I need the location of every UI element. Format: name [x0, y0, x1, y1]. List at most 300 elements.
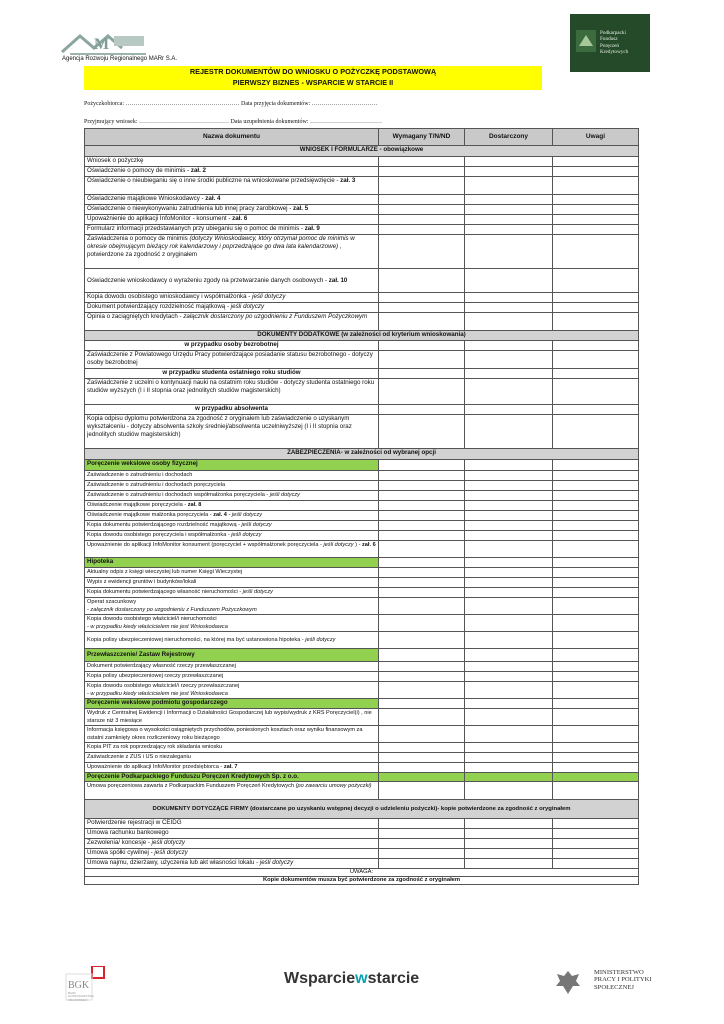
subsection-title: w przypadku studenta ostatniego roku studiów	[85, 369, 379, 379]
notes-cell[interactable]	[553, 598, 639, 615]
required-cell[interactable]	[379, 699, 465, 709]
notes-cell[interactable]	[553, 672, 639, 682]
delivered-cell[interactable]	[465, 215, 553, 225]
required-cell[interactable]	[379, 709, 465, 726]
table-row	[85, 753, 639, 763]
doc-note: - jeśli dotyczy	[226, 512, 263, 518]
required-cell[interactable]	[379, 379, 465, 405]
doc-text: Opinia o zaciągniętych kredytach -	[87, 313, 184, 320]
required-cell[interactable]	[379, 481, 465, 491]
required-cell[interactable]	[379, 632, 465, 649]
required-cell[interactable]	[379, 293, 465, 303]
table-row	[85, 481, 639, 491]
notes-cell[interactable]	[553, 481, 639, 491]
doc-text: Oświadczenie wnioskodawcy o wyrażeniu zgody na przetwarzanie danych osobowych -	[87, 276, 329, 284]
notes-cell[interactable]	[553, 157, 639, 167]
subsection-row	[85, 341, 639, 351]
title-banner	[84, 66, 542, 90]
doc-name	[85, 491, 379, 501]
required-cell[interactable]	[379, 521, 465, 531]
required-cell[interactable]	[379, 369, 465, 379]
doc-note: jeśli dotyczy	[252, 293, 286, 300]
col-header-notes: Uwagi	[553, 129, 639, 146]
attachment-ref: zał. 3	[340, 177, 356, 184]
notes-cell[interactable]	[553, 225, 639, 235]
required-cell[interactable]	[379, 460, 465, 471]
required-cell[interactable]	[379, 763, 465, 773]
table-row	[85, 269, 639, 293]
notes-cell[interactable]	[553, 763, 639, 773]
doc-name: Umowa rachunku bankowego	[85, 829, 379, 839]
attachment-ref: zał. 5	[293, 205, 309, 212]
table-row	[85, 531, 639, 541]
notes-cell[interactable]	[553, 541, 639, 558]
doc-name	[85, 682, 379, 699]
document-register-table	[84, 128, 639, 885]
delivered-cell[interactable]	[465, 235, 553, 269]
doc-name: Zaświadczenie o zatrudnieniu i dochodach poręczyciela	[85, 481, 379, 491]
delivered-cell[interactable]	[465, 225, 553, 235]
doc-name: Wydruk z Centralnej Ewidencji i Informacji o Działalności Gospodarczej lub wypis/wydruk z KRS Poręczyciel(i) , nie starsze niż 3 miesiące	[85, 709, 379, 726]
notes-cell[interactable]	[553, 782, 639, 800]
doc-name	[85, 195, 379, 205]
logo-word: Wsparcie	[284, 970, 356, 987]
doc-text: Kopia polisy ubezpieczeniowej nieruchomości, na której ma być ustanowiona hipoteka -	[87, 637, 306, 643]
doc-name	[85, 293, 379, 303]
doc-name: Wypis z ewidencji gruntów i budynków/lokali	[85, 578, 379, 588]
fund-logo	[570, 14, 650, 72]
attachment-ref: zał. 6	[232, 215, 248, 222]
doc-name	[85, 313, 379, 331]
col-header-required: Wymagany T/N/ND	[379, 129, 465, 146]
doc-name	[85, 303, 379, 313]
group-row	[85, 699, 639, 709]
doc-note: jeśli dotyczy	[154, 849, 188, 856]
notes-cell[interactable]	[553, 558, 639, 568]
wsparcie-w-starcie-logo	[284, 970, 419, 988]
doc-note: - w przypadku kiedy właścicielem nie jest Wnioskodawca	[87, 691, 228, 697]
attachment-ref: zał. 4	[213, 512, 227, 518]
delivered-cell[interactable]	[465, 157, 553, 167]
fund-logo-line: Podkarpacki	[600, 30, 626, 36]
notes-cell[interactable]	[553, 235, 639, 269]
notes-cell[interactable]	[553, 632, 639, 649]
doc-text: Upoważnienie do aplikacji InfoMonitor przedsiębiorca -	[87, 764, 224, 770]
note-label: UWAGA:	[85, 869, 639, 877]
delivered-cell[interactable]	[465, 753, 553, 763]
col-header-name: Nazwa dokumentu	[85, 129, 379, 146]
notes-cell[interactable]	[553, 215, 639, 225]
required-cell[interactable]	[379, 726, 465, 743]
required-cell[interactable]	[379, 351, 465, 369]
delivered-cell[interactable]	[465, 743, 553, 753]
agency-name: Agencja Rozwoju Regionalnego MARr S.A.	[62, 56, 178, 62]
required-cell[interactable]	[379, 773, 465, 782]
delivered-cell[interactable]	[465, 672, 553, 682]
delivered-cell[interactable]	[465, 313, 553, 331]
logo-word: w	[355, 970, 368, 987]
section-title: DOKUMENTY DODATKOWE (w zależności od kryterium wnioskowania)	[85, 331, 639, 341]
table-row	[85, 672, 639, 682]
notes-cell[interactable]	[553, 303, 639, 313]
delivered-cell[interactable]	[465, 782, 553, 800]
delivered-cell[interactable]	[465, 521, 553, 531]
delivered-cell[interactable]	[465, 501, 553, 511]
doc-name	[85, 859, 379, 869]
note-row	[85, 877, 639, 885]
doc-note: jeśli dotyczy	[230, 303, 265, 310]
doc-text: Kopia dowodu osobistego wnioskodawcy i współmałżonka -	[87, 293, 253, 300]
required-cell[interactable]	[379, 471, 465, 481]
notes-cell[interactable]	[553, 588, 639, 598]
doc-name	[85, 541, 379, 558]
notes-cell[interactable]	[553, 405, 639, 415]
table-row	[85, 682, 639, 699]
delivered-cell[interactable]	[465, 177, 553, 195]
doc-note: - załącznik dostarczony po uzgodnieniu z Funduszem Pożyczkowym	[87, 607, 257, 613]
required-cell[interactable]	[379, 269, 465, 293]
doc-note: (dotyczy Wnioskodawcy, który otrzymał pomoc de minimis w okresie obejmującym bieżący rok kalendarzowy i poprzedzające go dwa lata kalendarzowe)	[87, 235, 355, 250]
doc-name: Aktualny odpis z księgi wieczystej lub numer Księgi Wieczystej	[85, 568, 379, 578]
notes-cell[interactable]	[553, 501, 639, 511]
required-cell[interactable]	[379, 303, 465, 313]
fund-logo-line: Kredytowych	[600, 49, 629, 56]
notes-cell[interactable]	[553, 313, 639, 331]
delivered-cell[interactable]	[465, 588, 553, 598]
required-cell[interactable]	[379, 501, 465, 511]
subsection-title: w przypadku osoby bezrobotnej	[85, 341, 379, 351]
required-cell[interactable]	[379, 215, 465, 225]
table-row	[85, 568, 639, 578]
notes-cell[interactable]	[553, 662, 639, 672]
table-row	[85, 235, 639, 269]
delivered-cell[interactable]	[465, 167, 553, 177]
notes-cell[interactable]	[553, 205, 639, 215]
notes-cell[interactable]	[553, 415, 639, 449]
doc-name	[85, 235, 379, 269]
required-cell[interactable]	[379, 849, 465, 859]
ministry-line: PRACY I POLITYKI	[594, 976, 652, 984]
delivered-cell[interactable]	[465, 511, 553, 521]
delivered-cell[interactable]	[465, 699, 553, 709]
notes-cell[interactable]	[553, 293, 639, 303]
required-cell[interactable]	[379, 859, 465, 869]
table-row	[85, 782, 639, 800]
required-cell[interactable]	[379, 177, 465, 195]
required-cell[interactable]	[379, 313, 465, 331]
notes-cell[interactable]	[553, 511, 639, 521]
doc-name: Kopia PIT za rok poprzedzający rok składania wniosku	[85, 743, 379, 753]
delivered-cell[interactable]	[465, 773, 553, 782]
eagle-emblem-icon	[554, 968, 582, 996]
group-title: Przewłaszczenie/ Zastaw Rejestrowy	[85, 649, 379, 662]
notes-cell[interactable]	[553, 269, 639, 293]
required-cell[interactable]	[379, 205, 465, 215]
table-row	[85, 829, 639, 839]
notes-cell[interactable]	[553, 726, 639, 743]
delivered-cell[interactable]	[465, 471, 553, 481]
delivered-cell[interactable]	[465, 859, 553, 869]
table-row	[85, 578, 639, 588]
doc-name: Potwierdzenie rejestracji w CEIDG	[85, 819, 379, 829]
table-row	[85, 819, 639, 829]
delivered-cell[interactable]	[465, 405, 553, 415]
doc-text: ) -	[353, 542, 362, 548]
doc-note: - w przypadku kiedy właścicielem nie jest Wnioskodawca	[87, 624, 228, 630]
doc-text: Operat szacunkowy	[87, 599, 137, 605]
notes-cell[interactable]	[553, 471, 639, 481]
notes-cell[interactable]	[553, 379, 639, 405]
table-row	[85, 588, 639, 598]
table-row	[85, 225, 639, 235]
table-row	[85, 215, 639, 225]
section-row	[85, 449, 639, 460]
doc-text: Umowa poręczeniowa zawarta z Podkarpackim Funduszem Poręczeń Kredytowych	[87, 783, 296, 789]
delivered-cell[interactable]	[465, 578, 553, 588]
delivered-cell[interactable]	[465, 615, 553, 632]
doc-name	[85, 632, 379, 649]
bgk-subtext: BANK GOSPODARSTWA KRAJOWEGO	[68, 991, 94, 1002]
notes-cell[interactable]	[553, 615, 639, 632]
doc-name: Kopia odpisu dyplomu potwierdzona za zgodność z oryginałem lub zaświadczenie o uzyskanym wykształceniu - dotyczy absolwenta szkoły średniej/absolwenta uczelniwyższej (I i II stopnia oraz jednolitych studiów magisterskich)	[85, 415, 379, 449]
delivered-cell[interactable]	[465, 726, 553, 743]
delivered-cell[interactable]	[465, 195, 553, 205]
note-text: Kopie dokumentów musza być potwierdzone za zgodność z oryginałem	[85, 877, 639, 885]
notes-cell[interactable]	[553, 849, 639, 859]
page-subtitle: PIERWSZY BIZNES - WSPARCIE W STARCIE II	[232, 78, 394, 87]
doc-note: jeśli dotyczy	[151, 839, 186, 846]
notes-cell[interactable]	[553, 341, 639, 351]
doc-text: Formularz informacji przedstawianych przy ubieganiu się o pomoc de minimis -	[87, 225, 305, 232]
table-row	[85, 157, 639, 167]
bgk-text: BGK	[68, 980, 90, 991]
required-cell[interactable]	[379, 819, 465, 829]
delivered-cell[interactable]	[465, 303, 553, 313]
notes-cell[interactable]	[553, 351, 639, 369]
attachment-ref: zał. 9	[304, 225, 320, 232]
delivered-cell[interactable]	[465, 205, 553, 215]
notes-cell[interactable]	[553, 699, 639, 709]
notes-cell[interactable]	[553, 167, 639, 177]
group-title: Poręczenie wekslowe osoby fizycznej	[85, 460, 379, 471]
subsection-row	[85, 405, 639, 415]
required-cell[interactable]	[379, 672, 465, 682]
doc-name	[85, 269, 379, 293]
notes-cell[interactable]	[553, 743, 639, 753]
notes-cell[interactable]	[553, 195, 639, 205]
notes-cell[interactable]	[553, 682, 639, 699]
delivered-cell[interactable]	[465, 819, 553, 829]
notes-cell[interactable]	[553, 819, 639, 829]
required-cell[interactable]	[379, 682, 465, 699]
delivered-cell[interactable]	[465, 541, 553, 558]
required-cell[interactable]	[379, 743, 465, 753]
doc-name: Zaświadczenie z Powiatowego Urzędu Pracy potwierdzające posiadanie statusu bezrobotnego - dotyczy osoby bezrobotnej	[85, 351, 379, 369]
table-row	[85, 849, 639, 859]
required-cell[interactable]	[379, 405, 465, 415]
delivered-cell[interactable]	[465, 481, 553, 491]
required-cell[interactable]	[379, 157, 465, 167]
required-cell[interactable]	[379, 839, 465, 849]
table-row	[85, 313, 639, 331]
table-row	[85, 521, 639, 531]
table-row	[85, 709, 639, 726]
doc-name	[85, 588, 379, 598]
required-cell[interactable]	[379, 491, 465, 501]
notes-cell[interactable]	[553, 773, 639, 782]
doc-name: Zaświadczenie z ZUS i US o niezaleganiu	[85, 753, 379, 763]
delivered-cell[interactable]	[465, 763, 553, 773]
fund-logo-line: Poręczeń	[600, 42, 620, 49]
delivered-cell[interactable]	[465, 682, 553, 699]
table-row	[85, 501, 639, 511]
required-cell[interactable]	[379, 598, 465, 615]
delivered-cell[interactable]	[465, 531, 553, 541]
delivered-cell[interactable]	[465, 632, 553, 649]
doc-name: Informacja księgowa o wysokości osiągniętych przychodów, poniesionych kosztach oraz wyniku finansowym za ostatni zamknięty okres rozliczeniowy roku bieżącego	[85, 726, 379, 743]
notes-cell[interactable]	[553, 568, 639, 578]
required-cell[interactable]	[379, 568, 465, 578]
delivered-cell[interactable]	[465, 598, 553, 615]
group-row	[85, 558, 639, 568]
notes-cell[interactable]	[553, 460, 639, 471]
delivered-cell[interactable]	[465, 568, 553, 578]
attachment-ref: zał. 4	[205, 195, 221, 202]
delivered-cell[interactable]	[465, 649, 553, 662]
doc-name	[85, 177, 379, 195]
delivered-cell[interactable]	[465, 662, 553, 672]
delivered-cell[interactable]	[465, 491, 553, 501]
notes-cell[interactable]	[553, 649, 639, 662]
doc-name	[85, 531, 379, 541]
delivered-cell[interactable]	[465, 293, 553, 303]
required-cell[interactable]	[379, 511, 465, 521]
required-cell[interactable]	[379, 235, 465, 269]
doc-text: Oświadczenie o nieubieganiu się o inne środki publiczne na wnioskowane przedsięwzięcie -	[87, 177, 341, 184]
notes-cell[interactable]	[553, 491, 639, 501]
doc-note: załącznik dostarczony po uzgodnieniu z Funduszem Pożyczkowym	[183, 313, 368, 320]
required-cell[interactable]	[379, 541, 465, 558]
doc-text: Kopia dowodu osobistego właściciel/i nieruchomości	[87, 616, 217, 622]
table-row	[85, 541, 639, 558]
group-row	[85, 460, 639, 471]
required-cell[interactable]	[379, 615, 465, 632]
delivered-cell[interactable]	[465, 849, 553, 859]
required-cell[interactable]	[379, 167, 465, 177]
required-cell[interactable]	[379, 531, 465, 541]
required-cell[interactable]	[379, 829, 465, 839]
attachment-ref: zał. 6	[362, 542, 376, 548]
delivered-cell[interactable]	[465, 351, 553, 369]
table-row	[85, 293, 639, 303]
fund-mark-icon	[576, 30, 596, 52]
doc-name	[85, 598, 379, 615]
required-cell[interactable]	[379, 341, 465, 351]
table-header-row	[85, 129, 639, 146]
table-row	[85, 415, 639, 449]
table-row	[85, 763, 639, 773]
delivered-cell[interactable]	[465, 341, 553, 351]
delivered-cell[interactable]	[465, 558, 553, 568]
delivered-cell[interactable]	[465, 379, 553, 405]
doc-text: Dokument potwierdzający rozdzielność majątkową -	[87, 303, 231, 310]
delivered-cell[interactable]	[465, 709, 553, 726]
notes-cell[interactable]	[553, 531, 639, 541]
doc-name	[85, 615, 379, 632]
table-row	[85, 471, 639, 481]
notes-cell[interactable]	[553, 578, 639, 588]
meta-line-applicant: Pożyczkobiorca: ………………………………………………… Data przyjęcia dokumentów: ……………………………	[84, 101, 378, 107]
doc-name: Kopia polisy ubezpieczeniowej rzeczy przewłaszczanej	[85, 672, 379, 682]
doc-name	[85, 763, 379, 773]
notes-cell[interactable]	[553, 369, 639, 379]
required-cell[interactable]	[379, 225, 465, 235]
group-title: Poręczenie wekslowe podmiotu gospodarczego	[85, 699, 379, 709]
doc-note: jeśli dotyczy	[259, 859, 294, 866]
delivered-cell[interactable]	[465, 829, 553, 839]
ministry-line: MINISTERSTWO	[594, 969, 644, 976]
delivered-cell[interactable]	[465, 460, 553, 471]
section-title: DOKUMENTY DOTYCZĄCE FIRMY (dostarczane po uzyskaniu wstępnej decyzji o udzieleniu pożyczki)- kopie potwierdzone za zgodność z oryginałem	[85, 800, 639, 819]
doc-text: Oświadczenie majątkowe małżonka poręczyciela -	[87, 512, 214, 518]
notes-cell[interactable]	[553, 521, 639, 531]
section-row	[85, 800, 639, 819]
delivered-cell[interactable]	[465, 369, 553, 379]
doc-text: , potwierdzone za zgodność z oryginałem	[87, 243, 342, 258]
notes-cell[interactable]	[553, 839, 639, 849]
required-cell[interactable]	[379, 195, 465, 205]
svg-text:M: M	[94, 36, 110, 53]
required-cell[interactable]	[379, 649, 465, 662]
logo-word: starcie	[367, 970, 420, 987]
attachment-ref: zał. 7	[223, 764, 238, 770]
table-row	[85, 615, 639, 632]
doc-name	[85, 501, 379, 511]
table-row	[85, 743, 639, 753]
doc-text: Zaświadczenie o zatrudnieniu i dochodach współmałżonka poręczyciela -	[87, 492, 270, 498]
table-row	[85, 598, 639, 615]
required-cell[interactable]	[379, 558, 465, 568]
table-row	[85, 511, 639, 521]
notes-cell[interactable]	[553, 709, 639, 726]
doc-name	[85, 511, 379, 521]
required-cell[interactable]	[379, 782, 465, 800]
table-row	[85, 726, 639, 743]
doc-name	[85, 849, 379, 859]
table-row	[85, 205, 639, 215]
notes-cell[interactable]	[553, 829, 639, 839]
table-row	[85, 859, 639, 869]
delivered-cell[interactable]	[465, 269, 553, 293]
meta-line-receiver: Przyjmujący wniosek: ……………………………………… Data uzupełnienia dokumentów: ………………………………	[84, 119, 382, 125]
delivered-cell[interactable]	[465, 415, 553, 449]
delivered-cell[interactable]	[465, 839, 553, 849]
subsection-title: w przypadku absolwenta	[85, 405, 379, 415]
notes-cell[interactable]	[553, 859, 639, 869]
required-cell[interactable]	[379, 578, 465, 588]
table-row	[85, 195, 639, 205]
notes-cell[interactable]	[553, 177, 639, 195]
required-cell[interactable]	[379, 662, 465, 672]
notes-cell[interactable]	[553, 753, 639, 763]
required-cell[interactable]	[379, 753, 465, 763]
doc-name	[85, 521, 379, 531]
doc-text: Kopia dowodu osobistego poręczyciela i współmałżonka -	[87, 532, 232, 538]
required-cell[interactable]	[379, 415, 465, 449]
doc-text: Oświadczenie majątkowe poręczyciela -	[87, 502, 188, 508]
required-cell[interactable]	[379, 588, 465, 598]
group-title: Poręczenie Podkarpackiego Funduszu Poręczeń Kredytowych Sp. z o.o.	[85, 773, 379, 782]
